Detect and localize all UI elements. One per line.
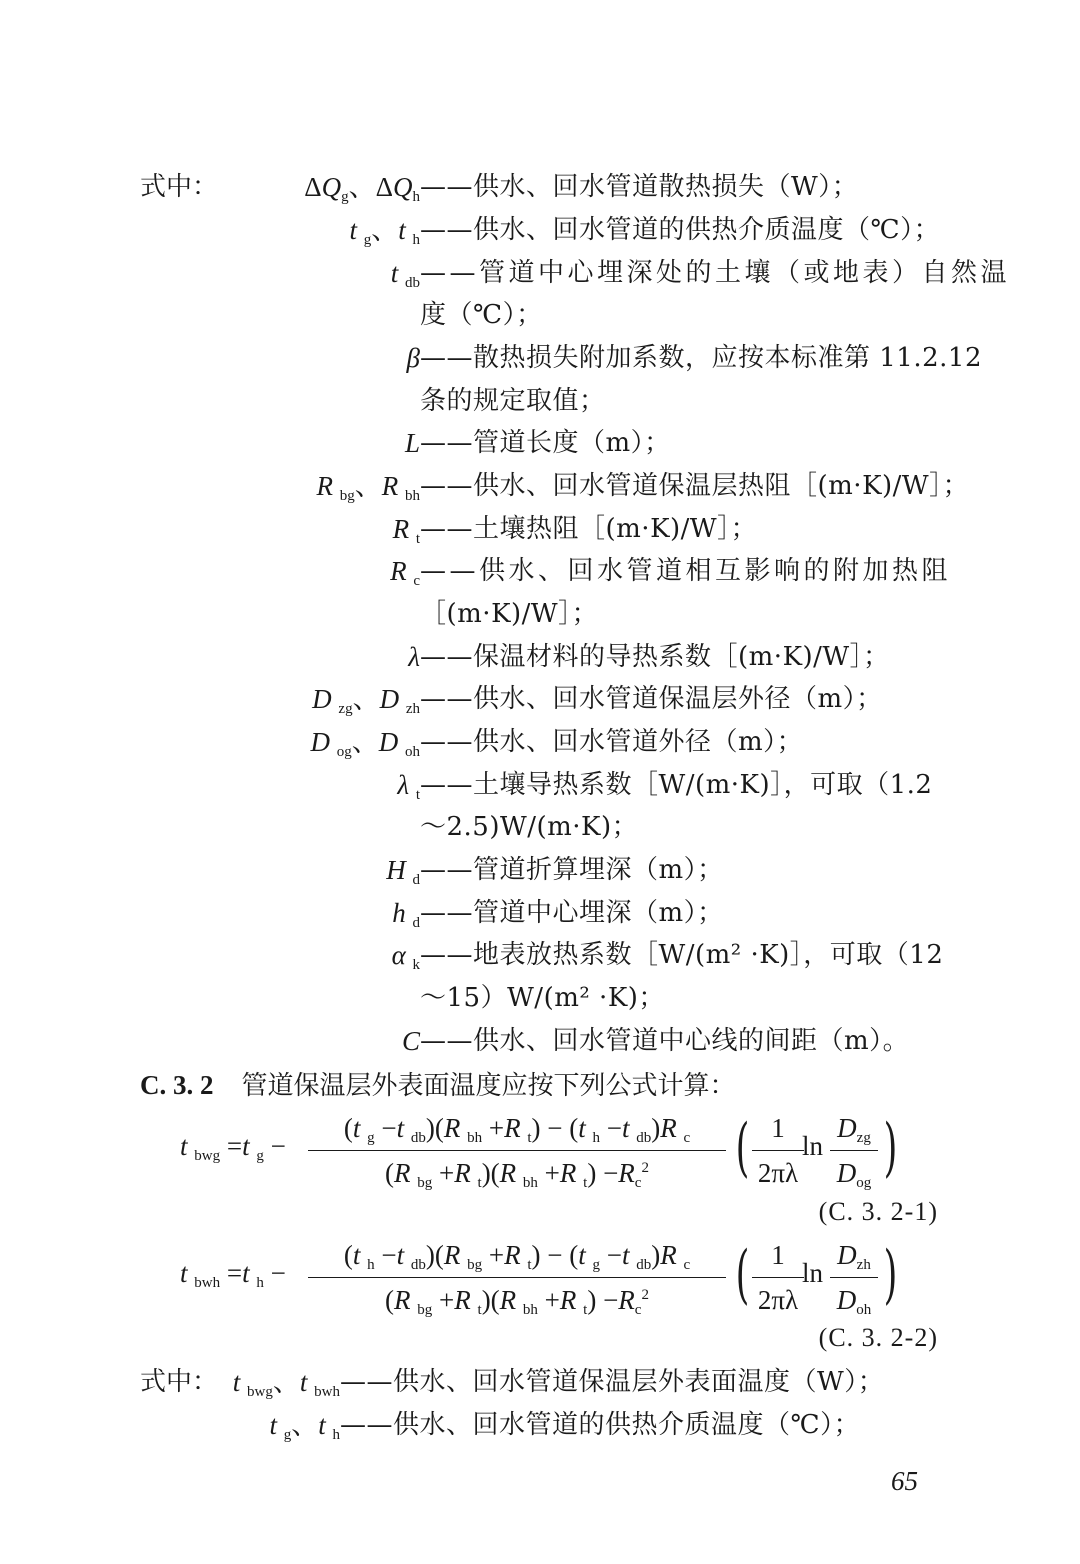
- def-row: [0, 251, 1080, 295]
- section-heading: [140, 1063, 736, 1108]
- fraction-bar: [830, 1150, 878, 1151]
- def-description-cont: ～15）W/(m² ·K)；: [420, 983, 665, 1013]
- formula-lhs: t $_{bwg}$ =t $_g$ −: [180, 1131, 286, 1164]
- def-symbol: t $_g$、t $_h$: [269, 1410, 340, 1443]
- def-symbol: t $_{db}$: [390, 258, 420, 291]
- def-description-cont: 条的规定取值；: [420, 386, 606, 416]
- left-paren: (: [735, 1111, 750, 1185]
- def-continuation: [0, 976, 1080, 1020]
- def-description: ——地表放热系数［W/(m² ·K)］，可取（12: [420, 940, 944, 970]
- def-description: ——土壤热阻［(m·K)/W］；: [420, 514, 758, 544]
- inner-fraction: [752, 1108, 804, 1193]
- right-paren: ): [883, 1111, 898, 1185]
- inner-denominator: 2πλ: [757, 1158, 799, 1188]
- d-denominator: $D_{og}$: [836, 1158, 872, 1191]
- def-row: [0, 208, 1080, 252]
- def-row: [0, 677, 1080, 721]
- def-continuation: [0, 379, 1080, 423]
- def-description-cont: 度（℃）；: [420, 300, 543, 330]
- page-number: 65: [891, 1466, 918, 1496]
- def-symbol: α $_k$: [391, 940, 420, 973]
- def-row: [0, 464, 1080, 508]
- def-description: ——土壤导热系数［W/(m·K)］，可取（1.2: [420, 770, 933, 800]
- d-numerator: $D_{zh}$: [837, 1240, 871, 1273]
- fraction-bar: [752, 1150, 804, 1151]
- def-row: [0, 165, 1080, 209]
- main-fraction: [308, 1235, 726, 1320]
- def-description: ——供水、回水管道保温层外径（m）；: [420, 684, 883, 714]
- inner-numerator: 1: [771, 1113, 785, 1143]
- def-description: ——管道折算埋深（m）；: [420, 855, 724, 885]
- main-fraction: [308, 1108, 726, 1193]
- def-symbol: H $_d$: [386, 855, 420, 888]
- def-symbol: t $_{bwg}$、t $_{bwh}$: [232, 1367, 340, 1400]
- fraction-bar: [308, 1277, 726, 1278]
- def-row: [0, 1360, 1080, 1404]
- def-description: ——供水、回水管道散热损失（W）；: [420, 172, 859, 202]
- formula-lhs: t $_{bwh}$ =t $_h$ −: [180, 1258, 286, 1291]
- def-symbol: L: [404, 428, 420, 458]
- fraction-bar: [752, 1277, 804, 1278]
- formula: [180, 1235, 940, 1325]
- def-description: ——供水、回水管道外径（m）；: [420, 727, 804, 757]
- def-description-cont: ［(m·K)/W］；: [420, 599, 599, 629]
- section-text: 管道保温层外表面温度应按下列公式计算：: [241, 1071, 736, 1101]
- def-description: ——供水、回水管道中心线的间距（m）。: [420, 1026, 910, 1056]
- def-row: [0, 635, 1080, 679]
- def-symbol: λ: [408, 642, 420, 672]
- fraction-bar: [308, 1150, 726, 1151]
- def-description: ——管道中心埋深（m）；: [420, 898, 724, 928]
- d-numerator: $D_{zg}$: [837, 1113, 871, 1146]
- def-description: ——供水、回水管道保温层外表面温度（W）；: [340, 1367, 885, 1397]
- ln-operator: ln: [802, 1131, 824, 1161]
- def-symbol: $\Delta Q_g$、$\Delta Q_h$: [304, 172, 420, 205]
- def-symbol: β: [406, 343, 420, 373]
- fraction-denominator: (R $_{bg}$ +R $_t$)(R $_{bh}$ +R $_t) -R_c^2$: [385, 1158, 649, 1191]
- inner-fraction: [752, 1235, 804, 1320]
- where-label: 式中：: [140, 172, 219, 202]
- def-description: ——供水、回水管道的供热介质温度（℃）；: [340, 1410, 861, 1440]
- inner-numerator: 1: [771, 1240, 785, 1270]
- equation-number: (C. 3. 2-1): [818, 1197, 938, 1226]
- def-description-cont: ～2.5)W/(m·K)；: [420, 812, 639, 842]
- def-description: ——管道中心埋深处的土壤（或地表）自然温: [420, 258, 1011, 288]
- fraction-denominator: (R $_{bg}$ +R $_t$)(R $_{bh}$ +R $_t) -R_c^2$: [385, 1285, 649, 1318]
- def-continuation: [0, 293, 1080, 337]
- def-symbol: h $_d$: [392, 898, 420, 931]
- def-row: [0, 507, 1080, 551]
- def-description: ——保温材料的导热系数［(m·K)/W］；: [420, 642, 890, 672]
- formula: [180, 1108, 940, 1198]
- right-paren: ): [883, 1238, 898, 1312]
- def-row: [0, 421, 1080, 465]
- fraction-bar: [830, 1277, 878, 1278]
- def-continuation: [0, 592, 1080, 636]
- def-description: ——供水、回水管道的供热介质温度（℃）；: [420, 215, 941, 245]
- def-row: [0, 848, 1080, 892]
- def-description: ——供水、回水管道保温层热阻［(m·K)/W］；: [420, 471, 970, 501]
- def-row: [0, 336, 1080, 380]
- def-symbol: t $_g$、t $_h$: [349, 215, 420, 248]
- def-symbol: C: [401, 1026, 420, 1056]
- def-symbol: R $_{bg}$、R $_{bh}$: [316, 471, 420, 504]
- def-row: [0, 549, 1080, 593]
- def-continuation: [0, 805, 1080, 849]
- def-symbol: λ $_t$: [397, 770, 420, 803]
- d-denominator: $D_{oh}$: [836, 1285, 872, 1318]
- def-description: ——管道长度（m）；: [420, 428, 671, 458]
- d-ratio: [830, 1235, 878, 1320]
- def-description: ——供水、回水管道相互影响的附加热阻: [420, 556, 952, 586]
- def-symbol: D $_{og}$、D $_{oh}$: [310, 727, 420, 760]
- def-description: ——散热损失附加系数，应按本标准第 11.2.12: [420, 343, 983, 373]
- def-row: [0, 720, 1080, 764]
- def-row: [0, 891, 1080, 935]
- left-paren: (: [735, 1238, 750, 1312]
- ln-operator: ln: [802, 1258, 824, 1288]
- def-row: [0, 933, 1080, 977]
- def-symbol: R $_c$: [390, 556, 420, 589]
- inner-denominator: 2πλ: [757, 1285, 799, 1315]
- d-ratio: [830, 1108, 878, 1193]
- fraction-numerator: (t $_g$ −t $_{db}$)(R $_{bh}$ +R $_t$) − (t $_h$ −t $_{db}$)R $_c$: [343, 1113, 691, 1146]
- where-label: 式中：: [140, 1367, 219, 1397]
- fraction-numerator: (t $_h$ −t $_{db}$)(R $_{bg}$ +R $_t$) − (t $_g$ −t $_{db}$)R $_c$: [343, 1240, 691, 1273]
- def-symbol: R $_t$: [392, 514, 420, 547]
- def-symbol: D $_{zg}$、D $_{zh}$: [312, 684, 420, 717]
- equation-number: (C. 3. 2-2): [818, 1323, 938, 1352]
- def-row: [0, 1019, 1080, 1063]
- def-row: [0, 1403, 1080, 1447]
- def-row: [0, 763, 1080, 807]
- section-number: C. 3. 2: [140, 1070, 214, 1100]
